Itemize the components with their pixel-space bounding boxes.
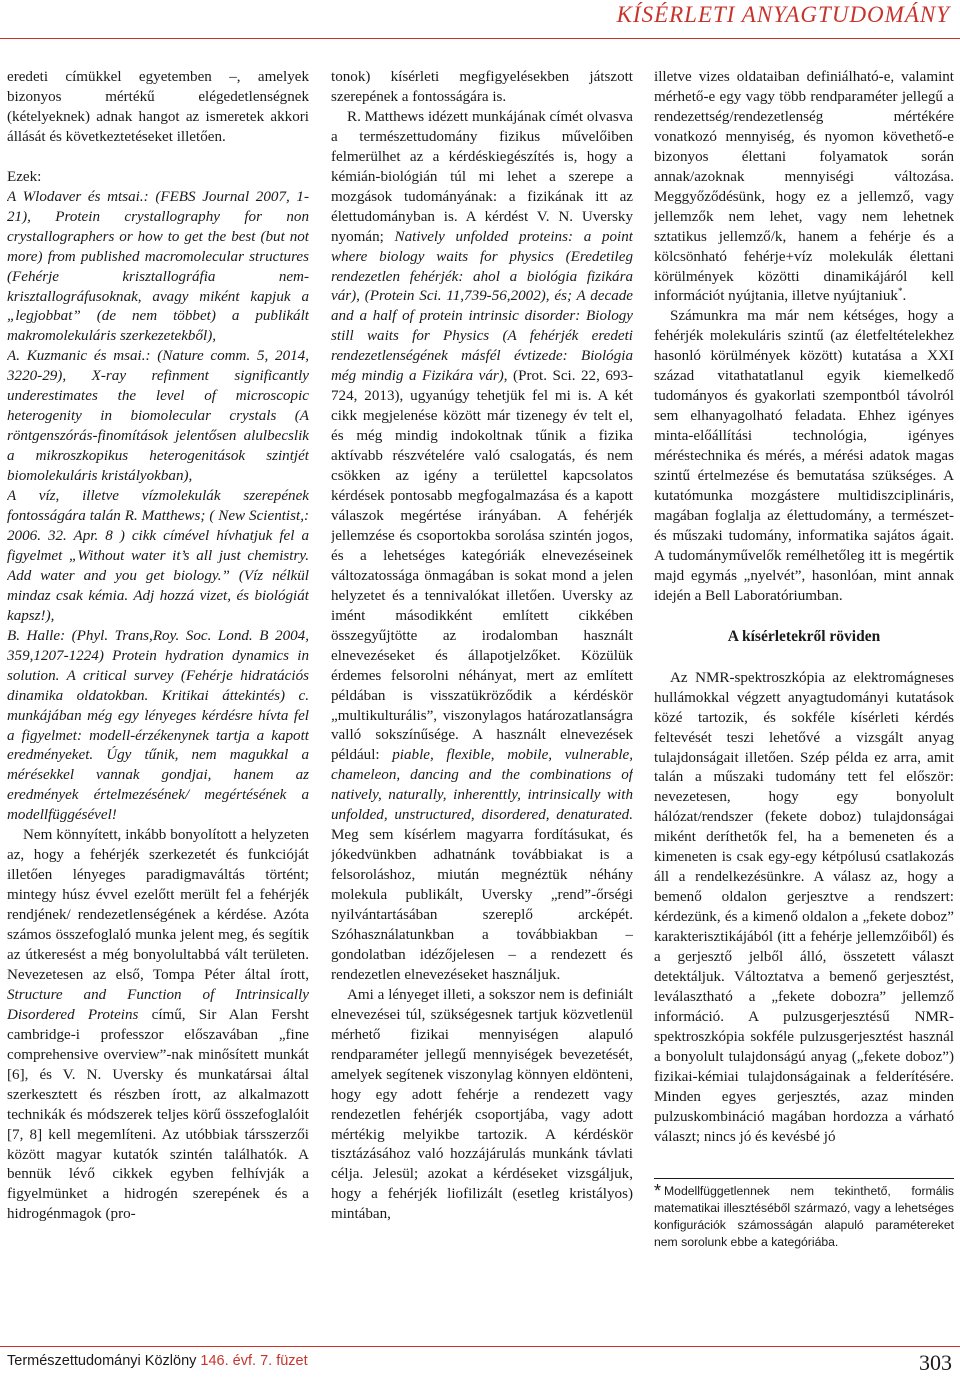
section-title: KÍSÉRLETI ANYAGTUDOMÁNY (616, 2, 950, 27)
page-number: 303 (919, 1350, 952, 1375)
reference-item: B. Halle: (Phyl. Trans,Roy. Soc. Lond. B 2004, 359,1207-1224) Protein hydration dynamics in solution. A critical survey (Fehérje hidratációs dinamika oldatokban. Kritikai áttekintés) c. munkájában még egy lényeges kérdésre hívta fel a figyelmet: modell-érzékenynek tartja a kapott eredményeket. Úgy tűnik, nem magukkal a mérésekkel vannak gondjai, hanem az eredmények értelmezésének/ megértésének a modellfüggésével! (7, 627, 309, 824)
text-run: , (Prot. Sci. 22, 693-724, 2013), ugyanúgy tehetjük fel mi is. A két cikk megjelenése között már tizenegy év telt el, és még mindig indokoltnak tűnik a fizika aktívabb részvételére való csalogatás, és nem csökken az igény a területtel kapcsolatos kérdések pontosabb megfogalmazása és a kapott válaszok megértése irányában. A fehérjék jellemzése és csoportokba sorolása szintén jogos, és a lehetséges kategóriák elnevezéseinek változatossága önmagában is sokat mond a jelen helyzetet és a tennivalókat illetően. Uversky az imént másodikként említett cikkében összegyűjtötte az irodalomban használt elnevezéseket és állapotjelzőket. Közülük érdemes felsorolni néhányat, mert az említett példában is visszatükröződik a kérdéskör „multikulturális”, viszonylagos határozatlanságra valló sokszínűsége. A használt elnevezések például: (331, 368, 633, 764)
footnote-text: Modellfüggetlennek nem tekinthető, formális matematikai illesztéséből származó, vagy a lehetséges konfigurációk számosságán alapuló paramétereket nem sorolunk ebbe a kategóriába. (654, 1183, 954, 1249)
book-title: Structure and Function of Intrinsically Disordered Proteins (7, 986, 309, 1023)
paragraph: Ami a lényeget illeti, a sokszor nem is definiált elnevezései túl, szükségesnek tartjuk közvetlenül mérhető fizikai mennyiségen alapuló rendparaméter jellegű mennyiségek bevezetését, amelyek segítenek viszonylag könnyen eldönteni, hogy egy adott fehérje a rendezett vagy rendezetlen fehérjék csoportjába, vagy adott mértékig melyikbe tartozik. A kérdéskör tisztázásához való hozzájárulás munkánk távlati célja. Jelesül; azokat a kérdéseket vizsgáljuk, hogy a fehérjék liofilizált (esetleg kristályos) mintában, (331, 986, 633, 1223)
journal-issue: 146. évf. 7. füzet (200, 1353, 308, 1369)
journal-name: Természettudományi Közlöny (7, 1353, 201, 1369)
section-heading: A kísérletekről röviden (727, 627, 881, 645)
paragraph (331, 108, 633, 986)
column-left (7, 68, 309, 1325)
footnote-mark: * (654, 1180, 662, 1201)
footnote-marker: * (897, 286, 903, 297)
footer-rule (0, 1346, 960, 1347)
reference-item: A víz, illetve vízmolekulák szerepének fontosságára talán R. Matthews; ( New Scientist,: 2006. 32. Apr. 8 ) cikk címével hívhatjuk fel a figyelmet „Without water it’s all just chemistry. Add water and you get biology.” (Víz nélkül mindaz csak kémia. Adj hozzá vizet, és biológiát kapsz!), (7, 488, 309, 624)
text-run: . (902, 288, 907, 305)
paragraph: Az NMR-spektroszkópia az elektromágneses hullámokkal végzett anyagtudományi kutatások közé tartozik, és sokféle kísérleti kérdés feltevését teszi lehetővé a vizsgált anyag tulajdonságait illetően. Szép példa ez arra, amit talán a műszaki tudomány tett fel először: nevezetesen, hogy egy bonyolult hálózat/rendszer (fekete doboz) tulajdonságai miként deríthetők fel, ha a bemeneten és a kimeneten is csak egy-egy kétpólusú csatlakozás áll a rendelkezésünkre. A válasz az, hogy a bemenő oldalon gerjesztve a rendszert: kérdezünk, és a kimenő oldalon a „fekete doboz” karakterisztikájából (itt a fehérje jellemzőiből) és a gerjesztő jelből álló, összetett választ detektáljuk. Változtatva a bemenő gerjesztést, leválasztható a „fekete dobozra” jellemző információ. A pulzusgerjesztésű NMR-spektroszkópia sokféle pulzusgerjesztést használ a bonyolult tulajdonságú anyag („fekete doboz”) fizikai-kémiai tulajdonságainak a felderítésére. Minden egyes gerjesztés, azaz minden pulzuskombináció magában hordozza a várható választ; nincs jó és kevésbé jó (654, 669, 954, 1145)
text-run: R. Matthews idézett munkájának címét olvasva a természettudomány fizikus művelőiben felmerülhet az a kérdéskiegészítés is, hogy a kémián-biológián túl mi lehet a szerepe a mozgások tudományának: a fizikának itt az élettudományban is. A kérdést V. N. Uversky nyomán; (331, 108, 633, 245)
text-run: illetve vizes oldataiban definiálható-e, valamint mérhető-e egy vagy több rendparaméter jellegű a rendezettség/rendezetlenség mértékére vonatkozó mennyiség, és nyomon követhető-e bizonyos élettani folyamatok során annak/azoknak mennyiségi változása. Meggyőződésünk, hogy ez a jellemző, vagy jellemzők nem lehet, vagy nem lehetnek sztatikus jellemző/k, hanem a fehérje és a kölcsönható fehérje+víz molekulák élettani körülmények közötti dinamikájáról kell információt nyújtania, illetve nyújtaniuk (654, 69, 954, 305)
paragraph (654, 68, 954, 307)
paragraph: eredeti címükkel egyetemben –, amelyek bizonyos mértékű elégedetlenségnek (kételyeknek) adnak hangot az ismeretek akkori állását és következtetéseket illetően. (7, 69, 309, 145)
reference-item: A Wlodaver és mtsai.: (FEBS Journal 2007, 1-21), Protein crystallography for non crystallographers or how to get the best (but not more) from published macromolecular structures (Fehérje krisztallográfia nem-krisztallográfusoknak, avagy miként kapjuk a „legjobbat” (de nem többet) a publikált makromolekuláris szerkezetekből), (7, 188, 309, 345)
paragraph: tonok) kísérleti megfigyelésekben játszott szerepének a fontosságára is. (331, 69, 633, 105)
footnote-separator (654, 1178, 954, 1179)
footnote (654, 1180, 954, 1251)
paragraph (7, 826, 309, 1225)
text-run: Nem könnyített, inkább bonyolított a helyzeten az, hogy a fehérjék szerkezetét és funkcióját illetően lényeges paradigmaváltás történt; mintegy húsz évvel ezelőtt merült fel a fehérjék rendjének/ rendezetlenségének a kérdése. Azóta számos összefoglaló munka jelent meg, és segítik az útkeresést a még bonyolultabbá vált területen. Nevezetesen az első, Tompa Péter által írott, (7, 827, 309, 983)
header-rule (0, 38, 960, 39)
italic-citation: Natively unfolded proteins: a point where biology waits for physics (Eredetileg rendezetlen fehérjék: ahol a biológia fizikára vár), (Protein Sci. 11,739-56,2002), és; A decade and a half of protein intrinsic disorder: Biology still waits for Physics (A fehérjék eredeti rendezetlenségének másfél évtizede: Biológia még mindig a Fizikára vár) (331, 228, 633, 385)
reference-item: A. Kuzmanic és msai.: (Nature comm. 5, 2014, 3220-29), X-ray refinment significantly underestimates the level of microscopic heterogenity in biomolecular crystals (A röntgenszórás-finomítások jelentősen alulbecslik a mikroszkopikus heterogenitások szintjét biomolekuláris kristályokban), (7, 348, 309, 485)
column-middle (331, 68, 633, 1325)
journal-footer (7, 1353, 308, 1369)
text-run: című, Sir Alan Fersht cambridge-i professzor előszavában „fine comprehensive overview”-nak minősített munkát [6], és V. N. Uversky és munkatársai által szerkesztett és részben írott, az alkalmazott technikák és módszerek teljes körű összefoglalóit [7, 8] kell megemlíteni. Az utóbbiak társszerzői között magyar kutatók szintén találhatók. A bennük lévő cikkek egyben felhívják a figyelmünket a hidrogén szerepének és a hidrogénmagok (pro- (7, 1006, 309, 1223)
column-right (654, 68, 954, 1325)
text-run: Meg sem kísérlem magyarra fordításukat, és jókedvünkben adhatnánk továbbiakat is a felsoroláshoz, miután megnéztük néhány molekula publikált, Uversky „rend”-őrségi nyilvántartásában szereplő arcképét. Szóhasználatunkban a továbbiakban – gondolatban idézőjelesen – a rendezett és rendezetlen elnevezéseket használjuk. (331, 827, 633, 983)
paragraph: Számunkra ma már nem kétséges, hogy a fehérjék molekuláris szintű (az életfeltételekhez hasonló körülmények között) kutatása a XXI század vitathatatlanul egyik kiemelkedő tudományos és gyakorlati szempontból távolról sem elhanyagolható feladata. Ehhez igényes minta-előállítási technológia, igényes méréstechnika és mérés, a mérési adatok magas szintű értelmezése és bemutatása szükséges. A kutatómunka mozgástere multidiszciplináris, magában foglalja az élettudomány, a természet- és műszaki tudomány, informatika sajátos ágait. A tudományművelők remélhetőleg itt is megértik majd egymás „nyelvét”, hasonlóan, mint annak idején a Bell Laboratóriumban. (654, 308, 954, 604)
italic-term-list: piable, flexible, mobile, vulnerable, chameleon, dancing and the combinations of natively, naturally, inherenttly, intrinsically with unfolded, unstructured, disordered, denaturated. (331, 747, 633, 824)
references-label: Ezek: (7, 168, 42, 185)
